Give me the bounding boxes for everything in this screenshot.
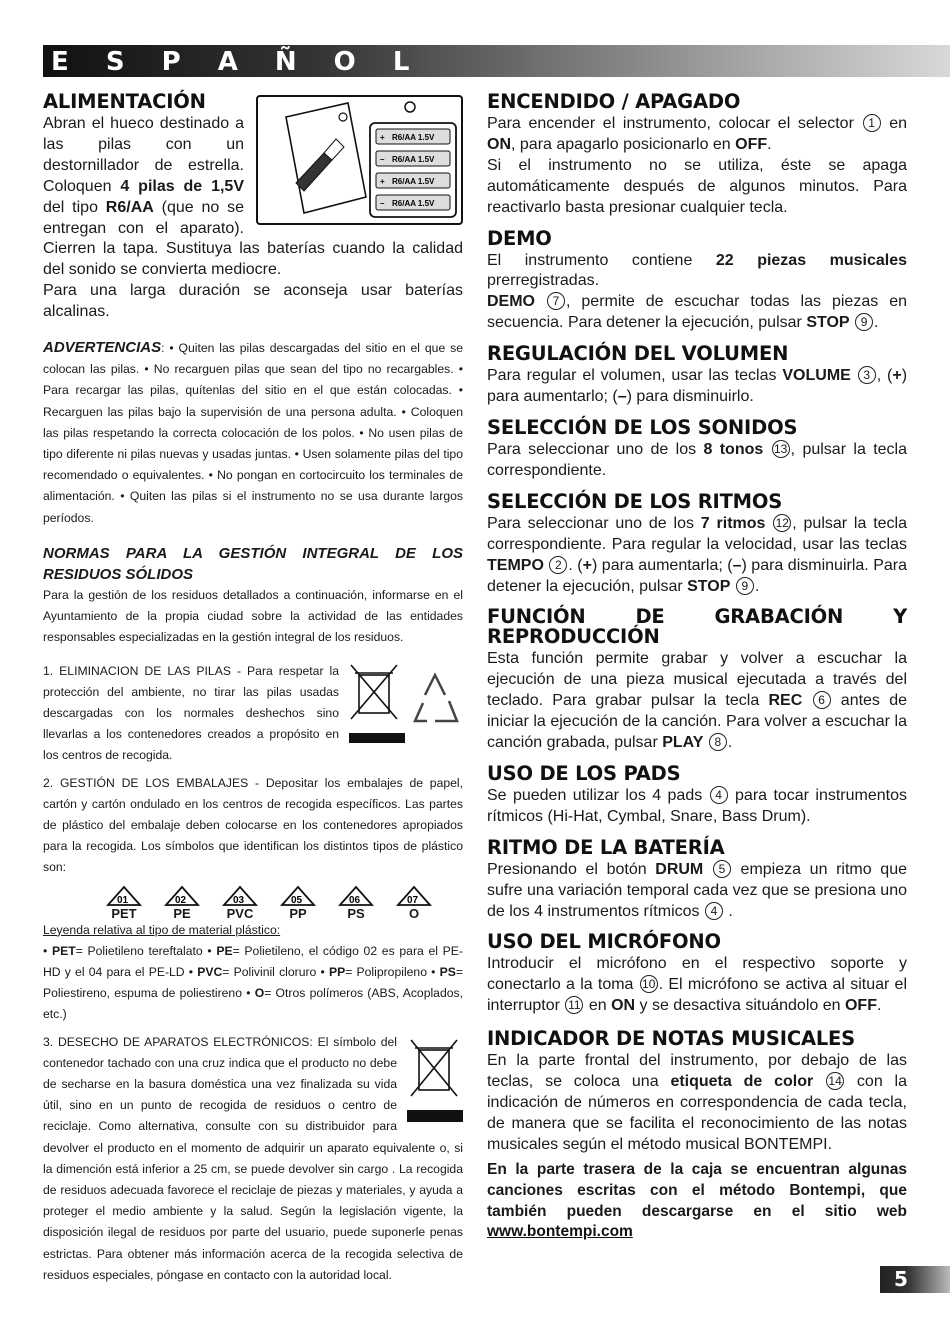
pads-heading: USO DE LOS PADS <box>487 761 681 785</box>
recycle-triangle-icon <box>221 885 259 907</box>
advertencias-text: ADVERTENCIAS: • Quiten las pilas descargadas del sitio en el que se colocan las pilas. • No recarguen pilas que sean del tipo no recargables. • Para recargar las pilas, quítenlas del sitio en el que están colocadas. • Recarguen las pilas bajo la supervisión de una persona adulta. • Coloquen las pilas respetando la correcta colocación de los polos. • No usen pilas de tipo diferente ni pilas nuevas y usadas juntas. • Usen solamente pilas del tipo recomendado o equivalentes. • No pongan en cortocircuito los terminales de alimentación. • Quiten las pilas si el instrumento no se usa durante largos períodos. <box>43 339 463 525</box>
volumen-text: Para regular el volumen, usar las teclas VOLUME 3 , (+) para aumentarlo; (–) para disminuirlo. <box>487 367 908 406</box>
grabacion-heading-2: REPRODUCCIÓN <box>487 625 660 649</box>
bontempi-link[interactable]: www.bontempi.com <box>487 1223 633 1241</box>
page-number: 5 <box>894 1267 908 1291</box>
language-banner <box>43 45 950 77</box>
battery-label-2: R6/AA 1.5V <box>392 155 435 164</box>
recycle-bin-icon <box>345 661 463 747</box>
alimentacion-tip: Para una larga duración se aconseja usar baterías alcalinas. <box>43 282 463 321</box>
pilas-block <box>43 661 463 767</box>
battery-label-1: R6/AA 1.5V <box>392 133 435 142</box>
pilas-text: 1. ELIMINACION DE LAS PILAS - Para respetar la protección del ambiente, no tirar las pilas usadas descargadas con los normales deshechos sino llevarlas a los contenedores creados a propósito en los centros de recogida. <box>43 663 339 763</box>
svg-text:06: 06 <box>349 894 361 906</box>
recycle-triangle-icon <box>279 885 317 907</box>
svg-text:–: – <box>380 199 385 208</box>
electronicos-block <box>43 1032 463 1286</box>
volumen-heading: REGULACIÓN DEL VOLUMEN <box>487 342 789 366</box>
plastic-codes <box>105 885 463 920</box>
left-column <box>43 90 463 1286</box>
battery-illustration <box>256 95 463 225</box>
plastic-code-pe: 02 PE <box>163 885 201 920</box>
svg-text:02: 02 <box>175 894 187 906</box>
recycle-triangle-icon <box>395 885 433 907</box>
electronicos-text: 3. DESECHO DE APARATOS ELECTRÓNICOS: El símbolo del contenedor tachado con una cruz indica que el producto no debe de secharse en la basura doméstica una vez finalizada su vida útil, sino en un punto de recogida de residuos o centro de reciclaje. Como alternativa, consulte con su distribuidor para devolver el producto en el momento de adquirir un aparato equivalente o, si la dimención está inferior a 25 cm, se puede devolver sin cargo . La recogida de residuos adecuada favorece el reciclaje de piezas y materiales, y ayuda a proteger el medio ambiente y la salud. Según la legislación vigente, la disposición ilegal de residuos por parte del usuario, puede suponerle penas estrictas. Para obtener más información acerca de la recogida selectiva de residuos especiales, póngase en contacto con la autoridad local. <box>43 1034 463 1282</box>
leyenda-text: • PET= Polietileno tereftalato • PE= Polietileno, el código 02 es para el PE-HD y el 04 para el PE-LD • PVC= Polivinil cloruro • PP= Polipropileno • PS= Poliestireno, espuma de poliestireno • O= Otros polímeros (ABS, Acoplados, etc.) <box>43 943 463 1022</box>
alimentacion-heading: ALIMENTACIÓN <box>43 90 206 113</box>
svg-text:–: – <box>380 155 385 164</box>
language-title: E S P A Ñ O L <box>51 47 424 77</box>
sonidos-heading: SELECCIÓN DE LOS SONIDOS <box>487 415 798 439</box>
recycle-triangle-icon <box>163 885 201 907</box>
microfono-heading: USO DEL MICRÓFONO <box>487 930 721 954</box>
plastic-code-pvc: 03 PVC <box>221 885 259 920</box>
battery-compartment-icon <box>258 97 461 223</box>
notas-heading: INDICADOR DE NOTAS MUSICALES <box>487 1027 856 1051</box>
grabacion-text: Esta función permite grabar y volver a escuchar la ejecución de una pieza musical ejecutada a través del teclado. Para grabar pulsar la tecla REC 6 antes de iniciar la ejecución de la canción. Para volver a escuchar la canción grabada, pulsar PLAY 8 . <box>487 650 907 752</box>
notas-bontempi-note: En la parte trasera de la caja se encuentran algunas canciones escritas con el método Bontempi, que también pueden descargarse en el sitio web www.bontempi.com <box>487 1160 907 1241</box>
ritmos-text: Para seleccionar uno de los 7 ritmos 12 , pulsar la tecla correspondiente. Para regular la velocidad, usar las teclas TEMPO 2 . (+) para aumentarla; (–) para disminuirla. Para detener la ejecución, pulsar STOP 9 . <box>487 514 907 595</box>
demo-heading: DEMO <box>487 226 552 250</box>
battery-label-3: R6/AA 1.5V <box>392 177 435 186</box>
pads-text: Se pueden utilizar los 4 pads 4 para tocar instrumentos rítmicos (Hi-Hat, Cymbal, Snare, Bass Drum). <box>487 786 907 825</box>
svg-text:03: 03 <box>233 894 245 906</box>
bateria-heading: RITMO DE LA BATERÍA <box>487 835 725 859</box>
encendido-auto-off: Si el instrumento no se utiliza, éste se apaga automáticamente después de algunos minutos. Para reactivarlo basta presionar cualquier tecla. <box>487 156 907 216</box>
svg-text:+: + <box>380 177 385 186</box>
sonidos-text: Para seleccionar uno de los 8 tonos 13 , pulsar la tecla correspondiente. <box>487 440 907 479</box>
alimentacion-text: Abran el hueco destinado a las pilas con un destornillador de estrella. Coloquen 4 pilas de 1,5V del tipo R6/AA (que no se entregan con el aparato). Cierren la tapa. Sustituya las baterías cuando la calidad del sonido se convierta mediocre. <box>43 115 463 279</box>
svg-text:01: 01 <box>117 894 129 906</box>
svg-text:05: 05 <box>291 894 303 906</box>
encendido-text: Para encender el instrumento, colocar el selector 1 en ON, para apagarlo posicionarlo en OFF. <box>487 115 907 153</box>
normas-heading: NORMAS PARA LA GESTIÓN INTEGRAL DE LOS RESIDUOS SÓLIDOS <box>43 544 463 583</box>
encendido-heading: ENCENDIDO / APAGADO <box>487 90 741 113</box>
plastic-code-o: 07 O <box>395 885 433 920</box>
embalajes-text: 2. GESTIÓN DE LOS EMBALAJES - Depositar los embalajes de papel, cartón y cartón ondulado en los centros de recogida específicos. Las partes de plástico del embalaje deben colocarse en los contenedores apropiados para la recogida. Los símbolos que identifican los distintos tipos de plástico son: <box>43 775 463 875</box>
plastic-code-pet: 01 PET <box>105 885 143 920</box>
svg-text:07: 07 <box>407 894 419 906</box>
bateria-text: Presionando el botón DRUM 5 empieza un ritmo que sufre una variación temporal cada vez que se presiona uno de los 4 instrumentos rítmicos 4 . <box>487 860 907 920</box>
ritmos-heading: SELECCIÓN DE LOS RITMOS <box>487 489 783 513</box>
demo-text: El instrumento contiene 22 piezas musicales prerregistradas. DEMO 7 , permite de escuchar todas las piezas en secuencia. Para detener la ejecución, pulsar STOP 9 . <box>487 251 908 332</box>
microfono-text: Introducir el micrófono en el respectivo soporte y conectarlo a la toma 10 . El micrófono se activa al situar el interruptor 11 en ON y se desactiva situándolo en OFF. <box>487 955 908 1015</box>
battery-label-4: R6/AA 1.5V <box>392 199 435 208</box>
notas-text: En la parte frontal del instrumento, por debajo de las teclas, se coloca una etiqueta de color 14 con la indicación de números en correspondencia de cada tecla, de manera que se facilita el reconocimiento de las notas musicales según el método musical BONTEMPI. <box>487 1052 908 1153</box>
svg-text:+: + <box>380 133 385 142</box>
recycle-triangle-icon <box>337 885 375 907</box>
right-column <box>487 90 907 1243</box>
page-number-badge <box>880 1266 950 1293</box>
grabacion-heading: FUNCIÓN DE GRABACIÓN Y <box>487 605 907 629</box>
recycle-triangle-icon <box>105 885 143 907</box>
normas-intro: Para la gestión de los residuos detallados a continuación, informarse en el Ayuntamiento de la propia ciudad sobre la actividad de las entidades responsables especializadas en la gestión integral de los residuos. <box>43 587 463 645</box>
plastic-code-ps: 06 PS <box>337 885 375 920</box>
leyenda-title: Leyenda relativa al tipo de material plástico: <box>43 922 281 937</box>
crossed-bin-icon <box>405 1036 463 1124</box>
plastic-code-pp: 05 PP <box>279 885 317 920</box>
